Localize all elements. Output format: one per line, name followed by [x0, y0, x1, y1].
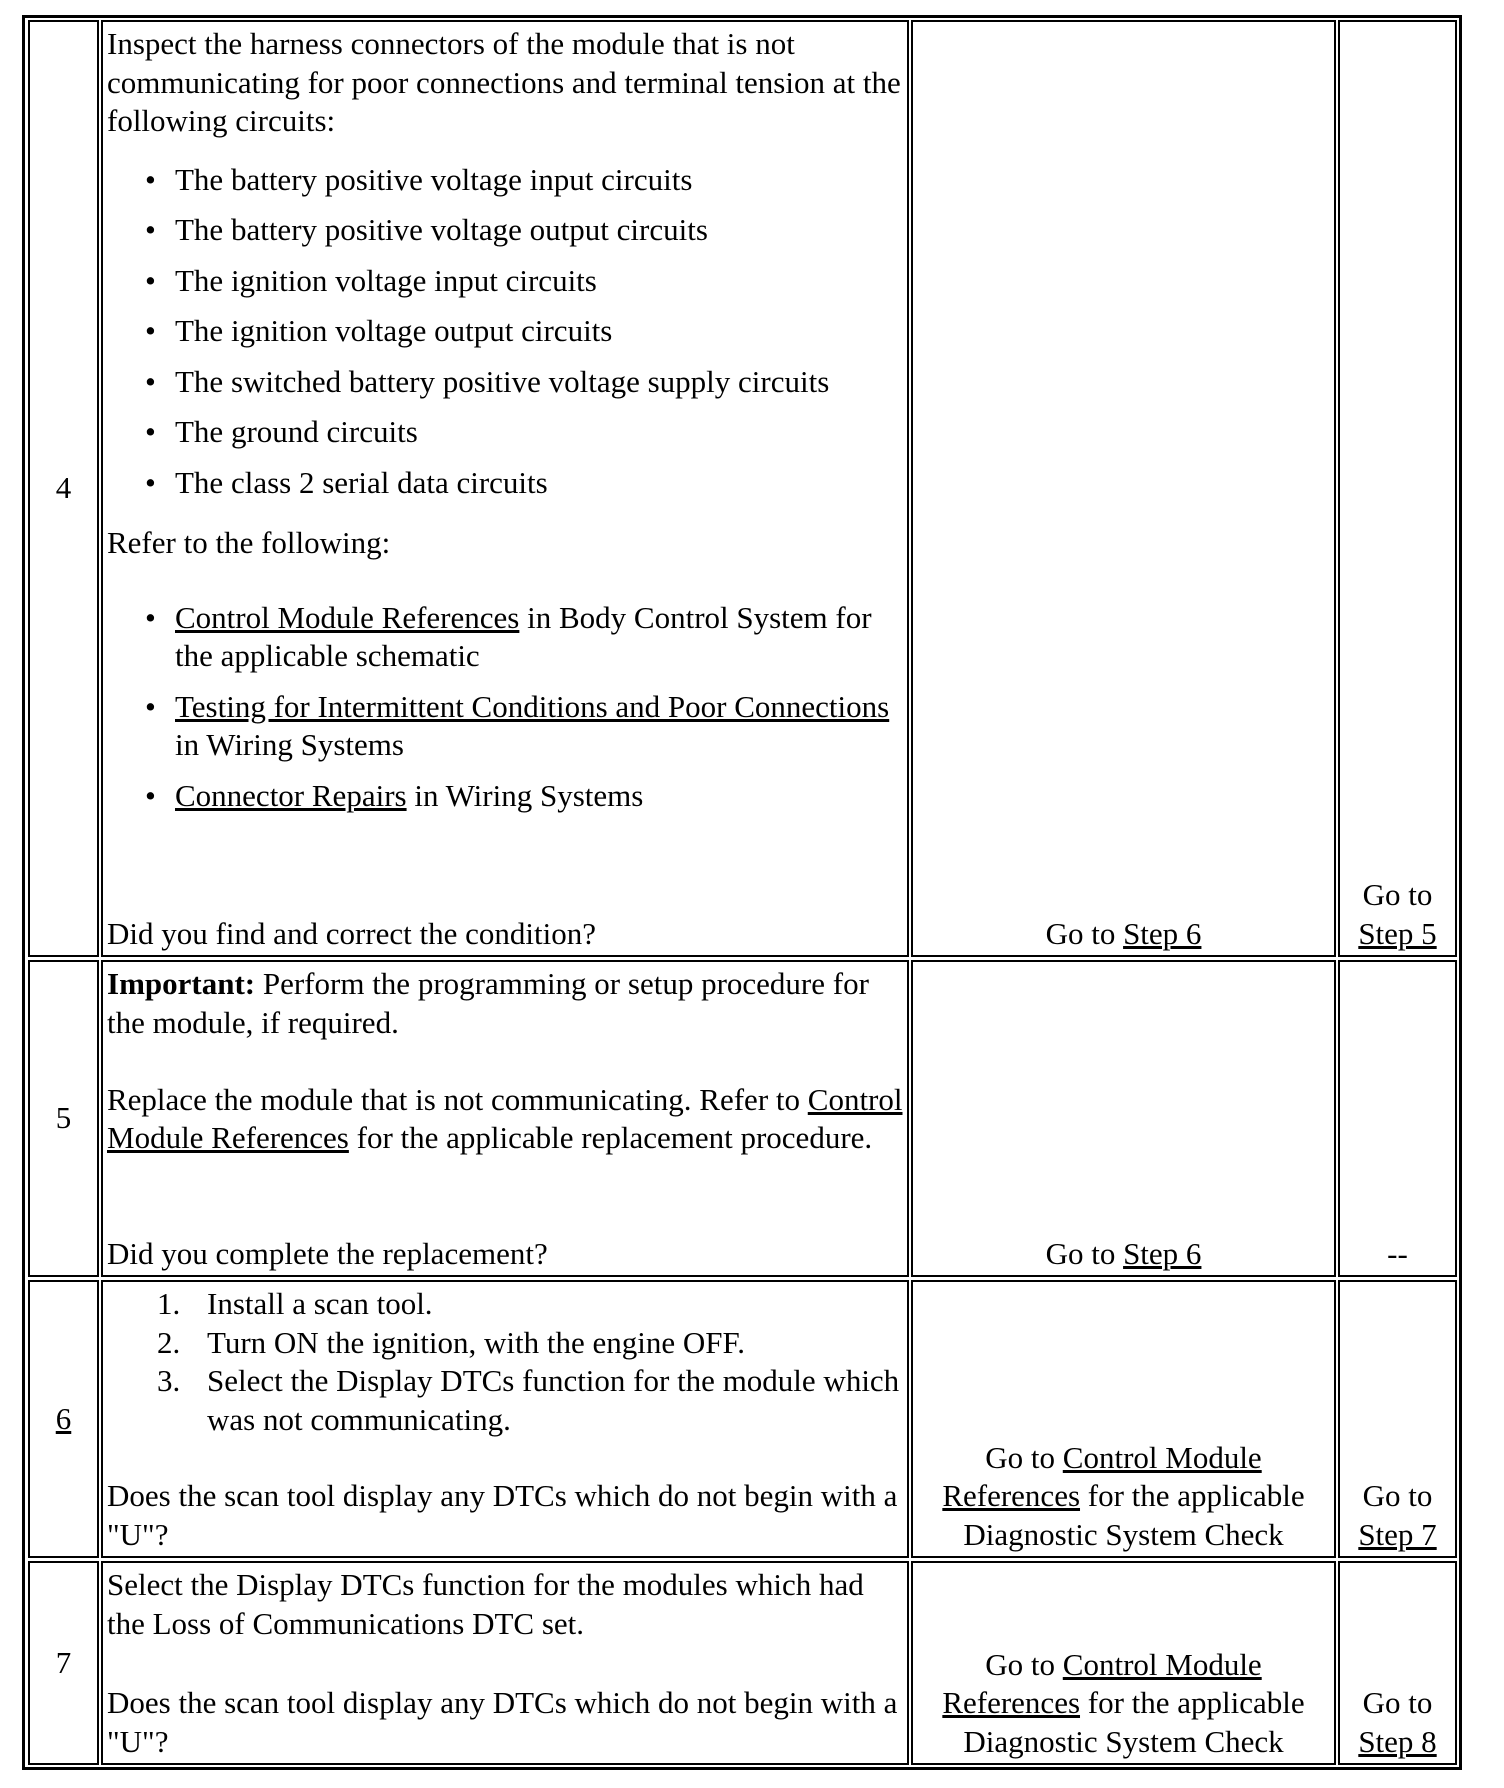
step-5-action	[101, 960, 909, 1277]
step-6-no	[1338, 1280, 1457, 1558]
reference-item	[175, 599, 903, 676]
procedure-item	[157, 1362, 903, 1439]
no-action-dash: --	[1387, 1235, 1408, 1271]
yes-prefix: Go to	[985, 1439, 1063, 1475]
step-7-label: 7	[55, 1644, 72, 1680]
procedure-number: 2.	[157, 1324, 181, 1360]
step-number-4	[28, 20, 99, 957]
step-5-label: 5	[55, 1100, 72, 1136]
yes-prefix: Go to	[1045, 915, 1124, 951]
important-label: Important:	[107, 966, 256, 1001]
step-number-6	[28, 1280, 99, 1558]
circuit-item: • The battery positive voltage output circuits	[175, 211, 903, 250]
procedure-number: 3.	[157, 1363, 181, 1398]
step-6-anchor-link[interactable]: 6	[55, 1400, 72, 1436]
reference-text: in Body Control System for the applicable schematic	[175, 599, 872, 673]
step-5-question: Did you complete the replacement?	[107, 1235, 548, 1271]
control-module-references-link[interactable]: Control Module References	[175, 599, 520, 635]
step-5-yes	[911, 960, 1336, 1277]
refer-label: Refer to the following:	[107, 525, 391, 560]
important-text: Perform the programming or setup procedure for the module, if required.	[107, 966, 869, 1040]
step-4-label: 4	[55, 470, 72, 506]
replace-rest: for the applicable replacement procedure.	[348, 1120, 873, 1155]
circuit-item: • The battery positive voltage input circuits	[175, 161, 903, 200]
procedure-text: Install a scan tool.	[207, 1286, 433, 1321]
procedure-item	[157, 1285, 903, 1324]
circuit-item: • The switched battery positive voltage supply circuits	[175, 363, 903, 402]
step-7-action	[101, 1561, 909, 1765]
replace-text: Replace the module that is not communicating. Refer to	[107, 1081, 808, 1117]
step-7-question: Does the scan tool display any DTCs which do not begin with a "U"?	[107, 1685, 898, 1759]
intermittent-conditions-link[interactable]: Testing for Intermittent Conditions and Poor Connections	[175, 688, 890, 724]
procedure-list	[107, 1285, 903, 1439]
control-module-references-link[interactable]: Control Module References	[942, 1646, 1262, 1720]
yes-prefix: Go to	[1045, 1235, 1124, 1271]
step-4-question: Did you find and correct the condition?	[107, 915, 596, 951]
step-4-yes	[911, 20, 1336, 957]
step-4-no	[1338, 20, 1457, 957]
connector-repairs-link[interactable]: Connector Repairs	[175, 777, 407, 813]
circuit-item: • The ground circuits	[175, 413, 903, 452]
reference-item	[175, 688, 903, 765]
control-module-references-link[interactable]: Control Module References	[107, 1081, 903, 1155]
procedure-text: Turn ON the ignition, with the engine OFF.	[207, 1324, 746, 1360]
step-6-yes	[911, 1280, 1336, 1558]
procedure-text: Select the Display DTCs function for the module which was not communicating.	[207, 1363, 900, 1437]
reference-list	[107, 599, 903, 828]
no-prefix: Go to	[1362, 1685, 1433, 1720]
step-5-no	[1338, 960, 1457, 1277]
yes-rest: for the applicable Diagnostic System Check	[963, 1685, 1305, 1759]
procedure-item	[157, 1324, 903, 1363]
no-prefix: Go to	[1362, 877, 1433, 912]
circuit-item: • The ignition voltage input circuits	[175, 262, 903, 301]
important-note	[107, 965, 903, 1042]
step-6-question: Does the scan tool display any DTCs which do not begin with a "U"?	[107, 1478, 898, 1552]
procedure-number: 1.	[157, 1286, 181, 1321]
yes-prefix: Go to	[985, 1646, 1063, 1682]
step-7-no	[1338, 1561, 1457, 1765]
reference-item	[175, 777, 903, 816]
circuit-list	[107, 161, 903, 515]
no-prefix: Go to	[1362, 1478, 1433, 1513]
go-to-step-7-link[interactable]: Step 7	[1358, 1516, 1437, 1552]
go-to-step-5-link[interactable]: Step 5	[1358, 915, 1437, 951]
step-4-action	[101, 20, 909, 957]
circuit-item: • The class 2 serial data circuits	[175, 464, 903, 503]
go-to-step-8-link[interactable]: Step 8	[1358, 1723, 1437, 1759]
step-7-text: Select the Display DTCs function for the modules which had the Loss of Communications DTC set.	[107, 1567, 864, 1641]
reference-text: in Wiring Systems	[406, 777, 644, 813]
reference-text: in Wiring Systems	[175, 727, 404, 762]
step-6-action	[101, 1280, 909, 1558]
step-number-5	[28, 960, 99, 1277]
step-4-intro: Inspect the harness connectors of the module that is not communicating for poor connections and terminal tension at the following circuits:	[107, 26, 901, 138]
go-to-step-6-link[interactable]: Step 6	[1123, 915, 1202, 951]
replace-instruction	[107, 1081, 903, 1158]
step-number-7	[28, 1561, 99, 1765]
step-7-yes	[911, 1561, 1336, 1765]
go-to-step-6-link[interactable]: Step 6	[1123, 1235, 1202, 1271]
yes-rest: for the applicable Diagnostic System Check	[963, 1478, 1305, 1552]
circuit-item: • The ignition voltage output circuits	[175, 312, 903, 351]
control-module-references-link[interactable]: Control Module References	[942, 1439, 1262, 1513]
